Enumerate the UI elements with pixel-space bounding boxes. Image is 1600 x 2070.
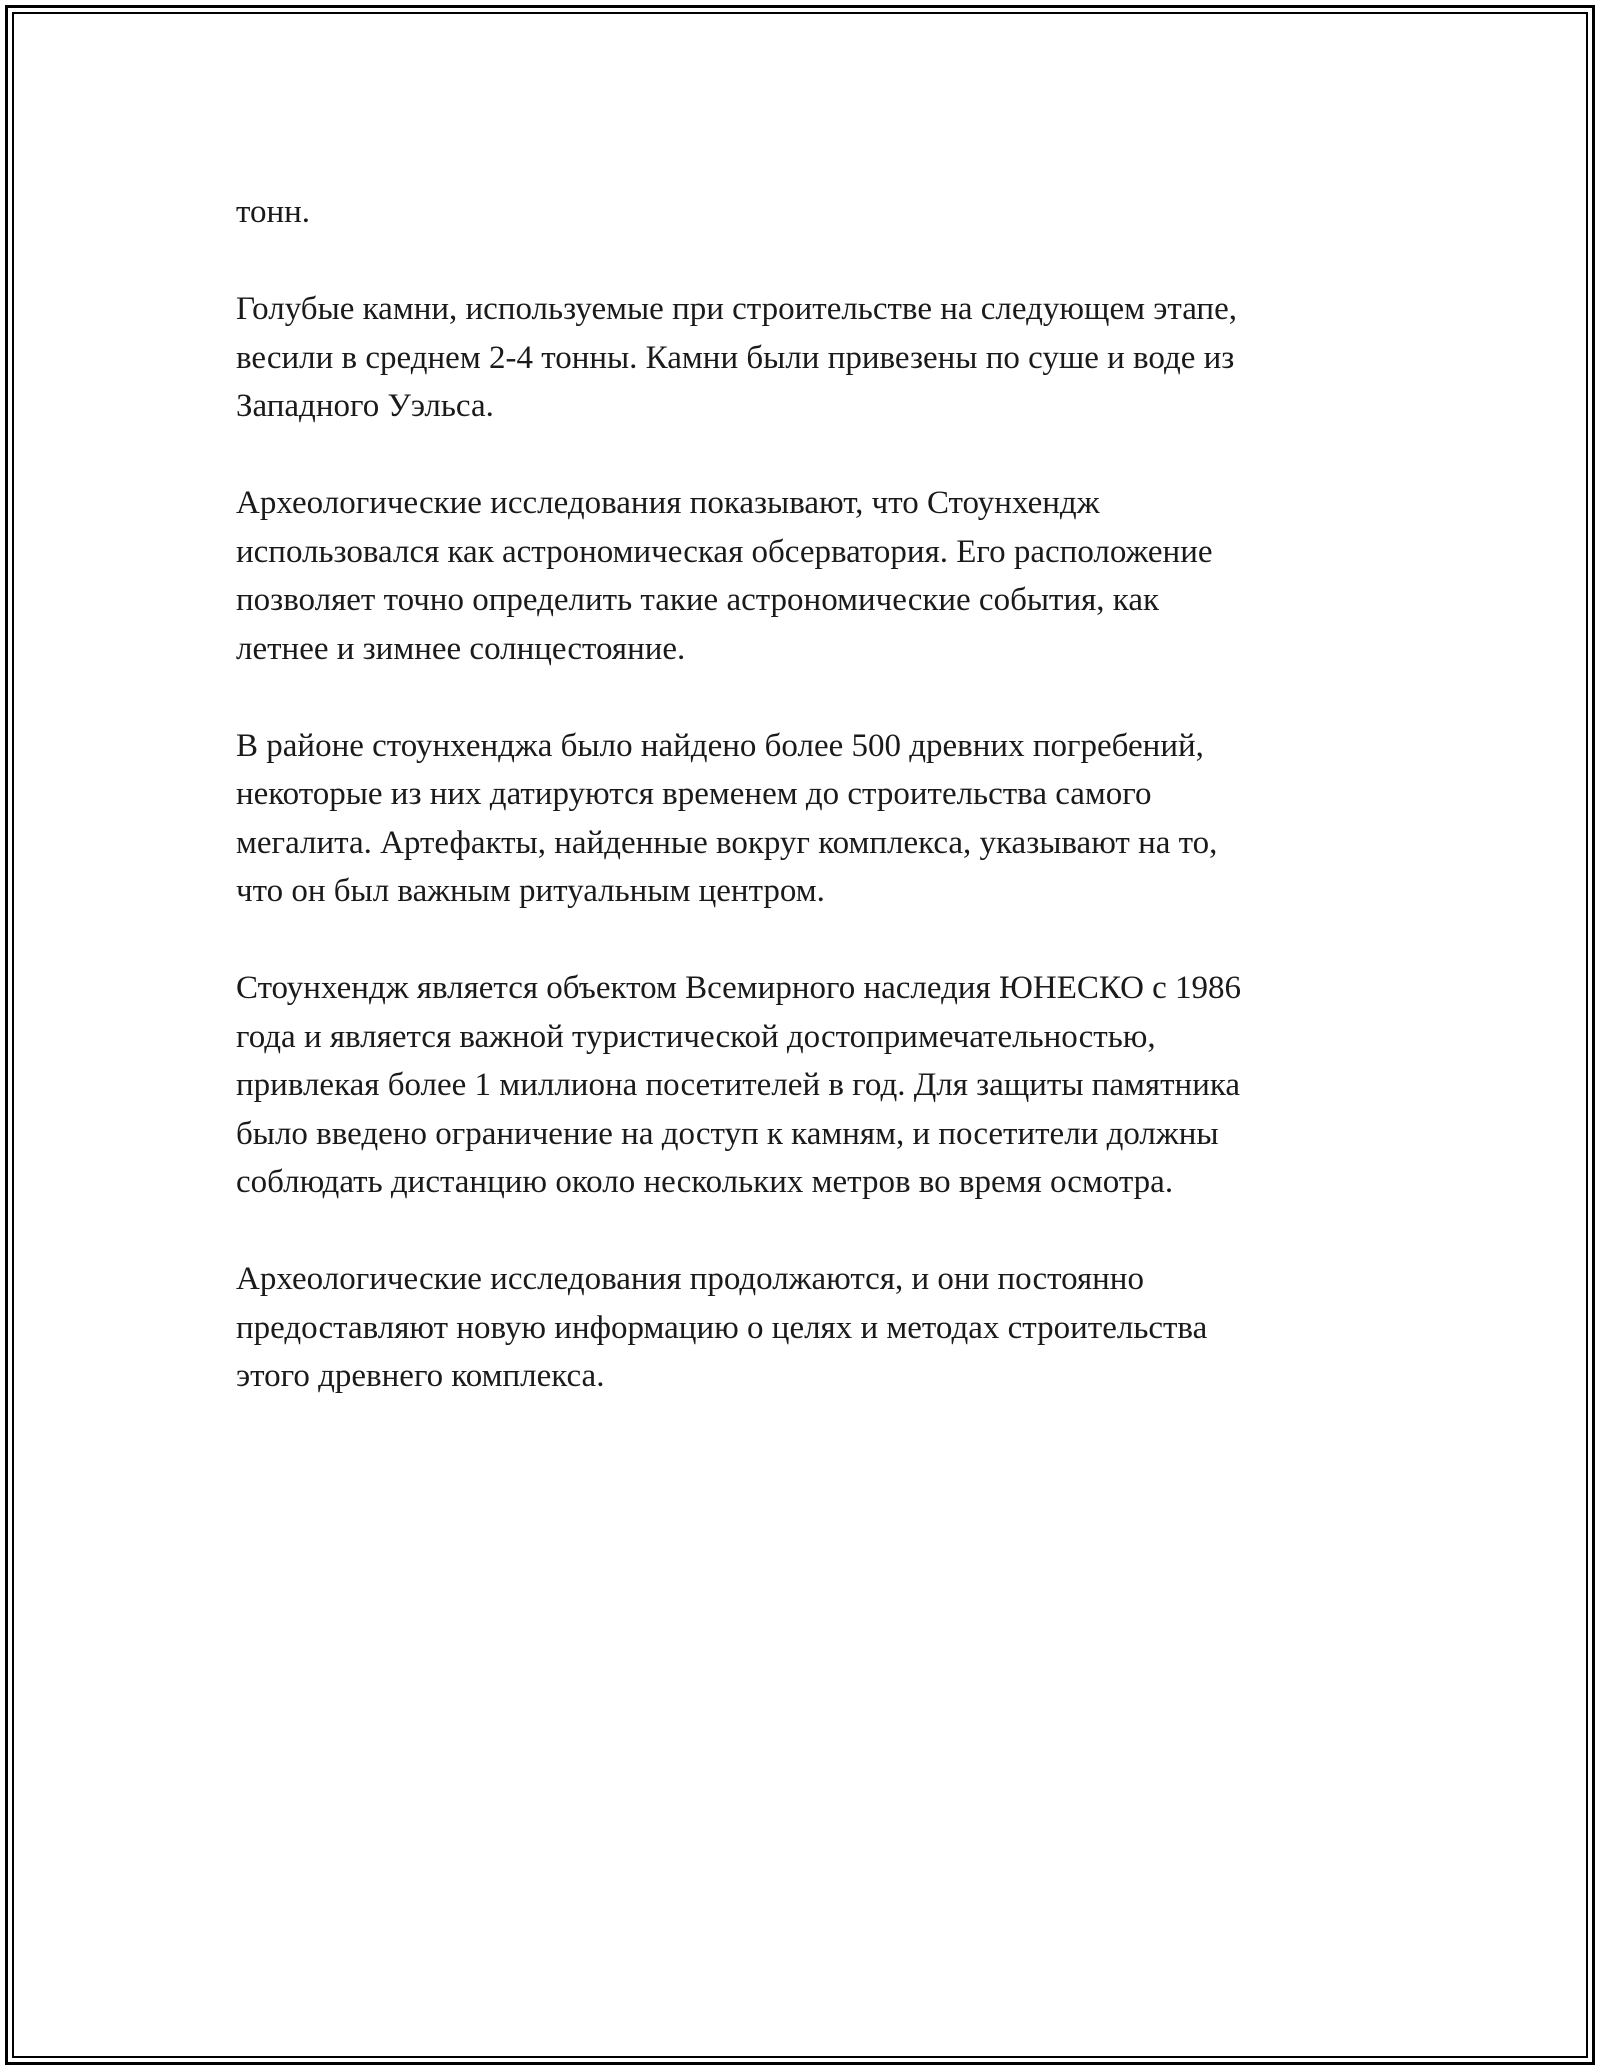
paragraph-burials: В районе стоунхенджа было найдено более 500 древних погребений, некоторые из них датируются временем до строительства самого мегалита. Артефакты, найденные вокруг комплекса, указывают на то, что он был важным ритуальным центром.: [236, 727, 1218, 909]
paragraph-bluestones: Голубые камни, используемые при строительстве на следующем этапе, весили в среднем 2-4 тонны. Камни были привезены по суше и воде из Западного Уэльса.: [236, 291, 1237, 424]
paragraph-continuation: тонн.: [236, 194, 311, 230]
document-body: [236, 188, 1376, 1449]
paragraph-observatory: Археологические исследования показывают, что Стоунхендж использовался как астрономическая обсерватория. Его расположение позволяет точно определить такие астрономические события, как летнее и зимнее солнцестояние.: [236, 485, 1213, 667]
paragraph-unesco: Стоунхендж является объектом Всемирного наследия ЮНЕСКО с 1986 года и является важной туристической достопримечательностью, привлекая более 1 миллиона посетителей в год. Для защиты памятника было введено ограничение на доступ к камням, и посетители должны соблюдать дистанцию около нескольких метров во время осмотра.: [236, 970, 1242, 1200]
paragraph-research: Археологические исследования продолжаются, и они постоянно предоставляют новую информацию о целях и методах строительства этого древнего комплекса.: [236, 1261, 1208, 1394]
